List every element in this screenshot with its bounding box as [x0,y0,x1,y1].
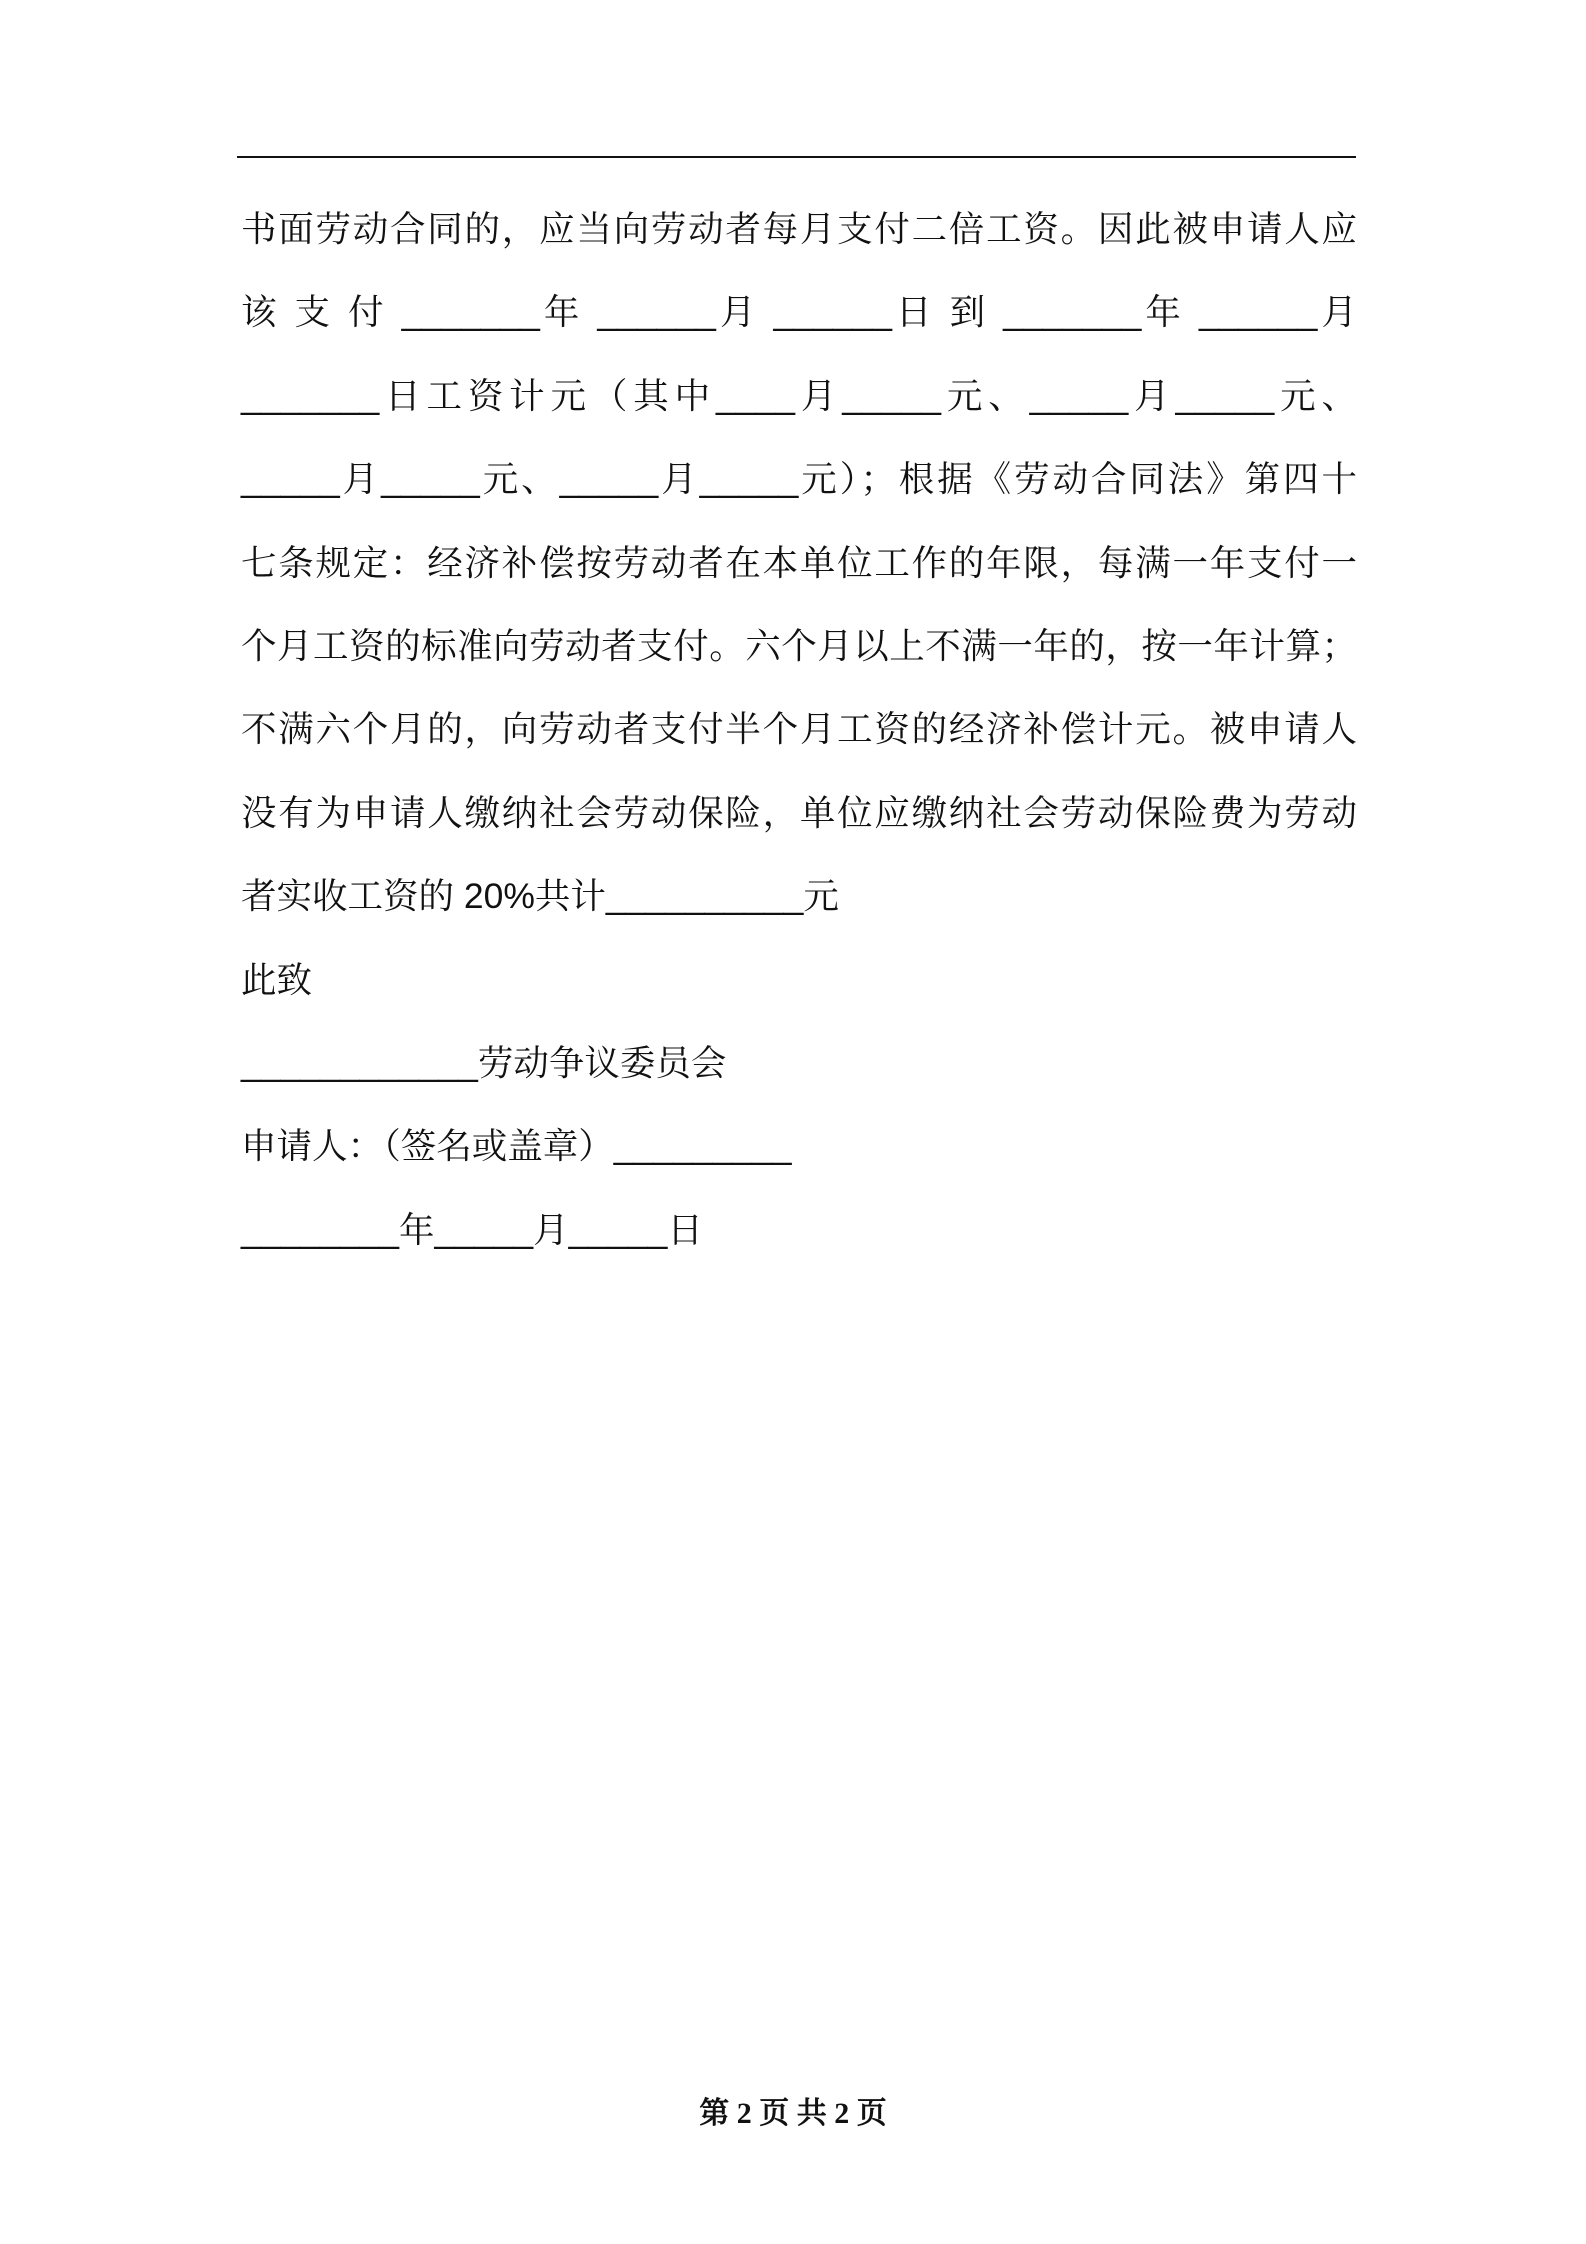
document-body [241,188,1357,1272]
paragraph-line: 没有为申请人缴纳社会劳动保险，单位应缴纳社会劳动保险费为劳动 [241,792,1357,833]
paragraph-line: 个月工资的标准向劳动者支付。六个月以上不满一年的，按一年计算； [241,625,1357,666]
addressee-committee: ____________劳动争议委员会 [241,1042,727,1083]
paragraph-line: 书面劳动合同的，应当向劳动者每月支付二倍工资。因此被申请人应 [241,209,1357,249]
date-line: ________年_____月_____日 [241,1209,703,1250]
paragraph-line: 七条规定：经济补偿按劳动者在本单位工作的年限，每满一年支付一 [241,542,1357,583]
paragraph-line: _____月_____元、_____月_____元）；根据《劳动合同法》第四十 [241,459,1357,500]
paragraph-line: 该 支 付 _______年 ______月 ______日 到 _______年 ______月 [241,292,1357,333]
paragraph-line: 不满六个月的，向劳动者支付半个月工资的经济补偿计元。被申请人 [241,709,1357,750]
applicant-signature-line: 申请人：（签名或盖章）_________ [241,1126,792,1167]
closing-salutation: 此致 [241,959,313,1000]
paragraph-line: 者实收工资的 20%共计__________元 [241,876,839,917]
paragraph-line: _______日工资计元（其中____月_____元、_____月_____元、 [241,375,1357,416]
page-number: 第 2 页 共 2 页 [699,2097,887,2130]
header-rule [237,156,1356,158]
